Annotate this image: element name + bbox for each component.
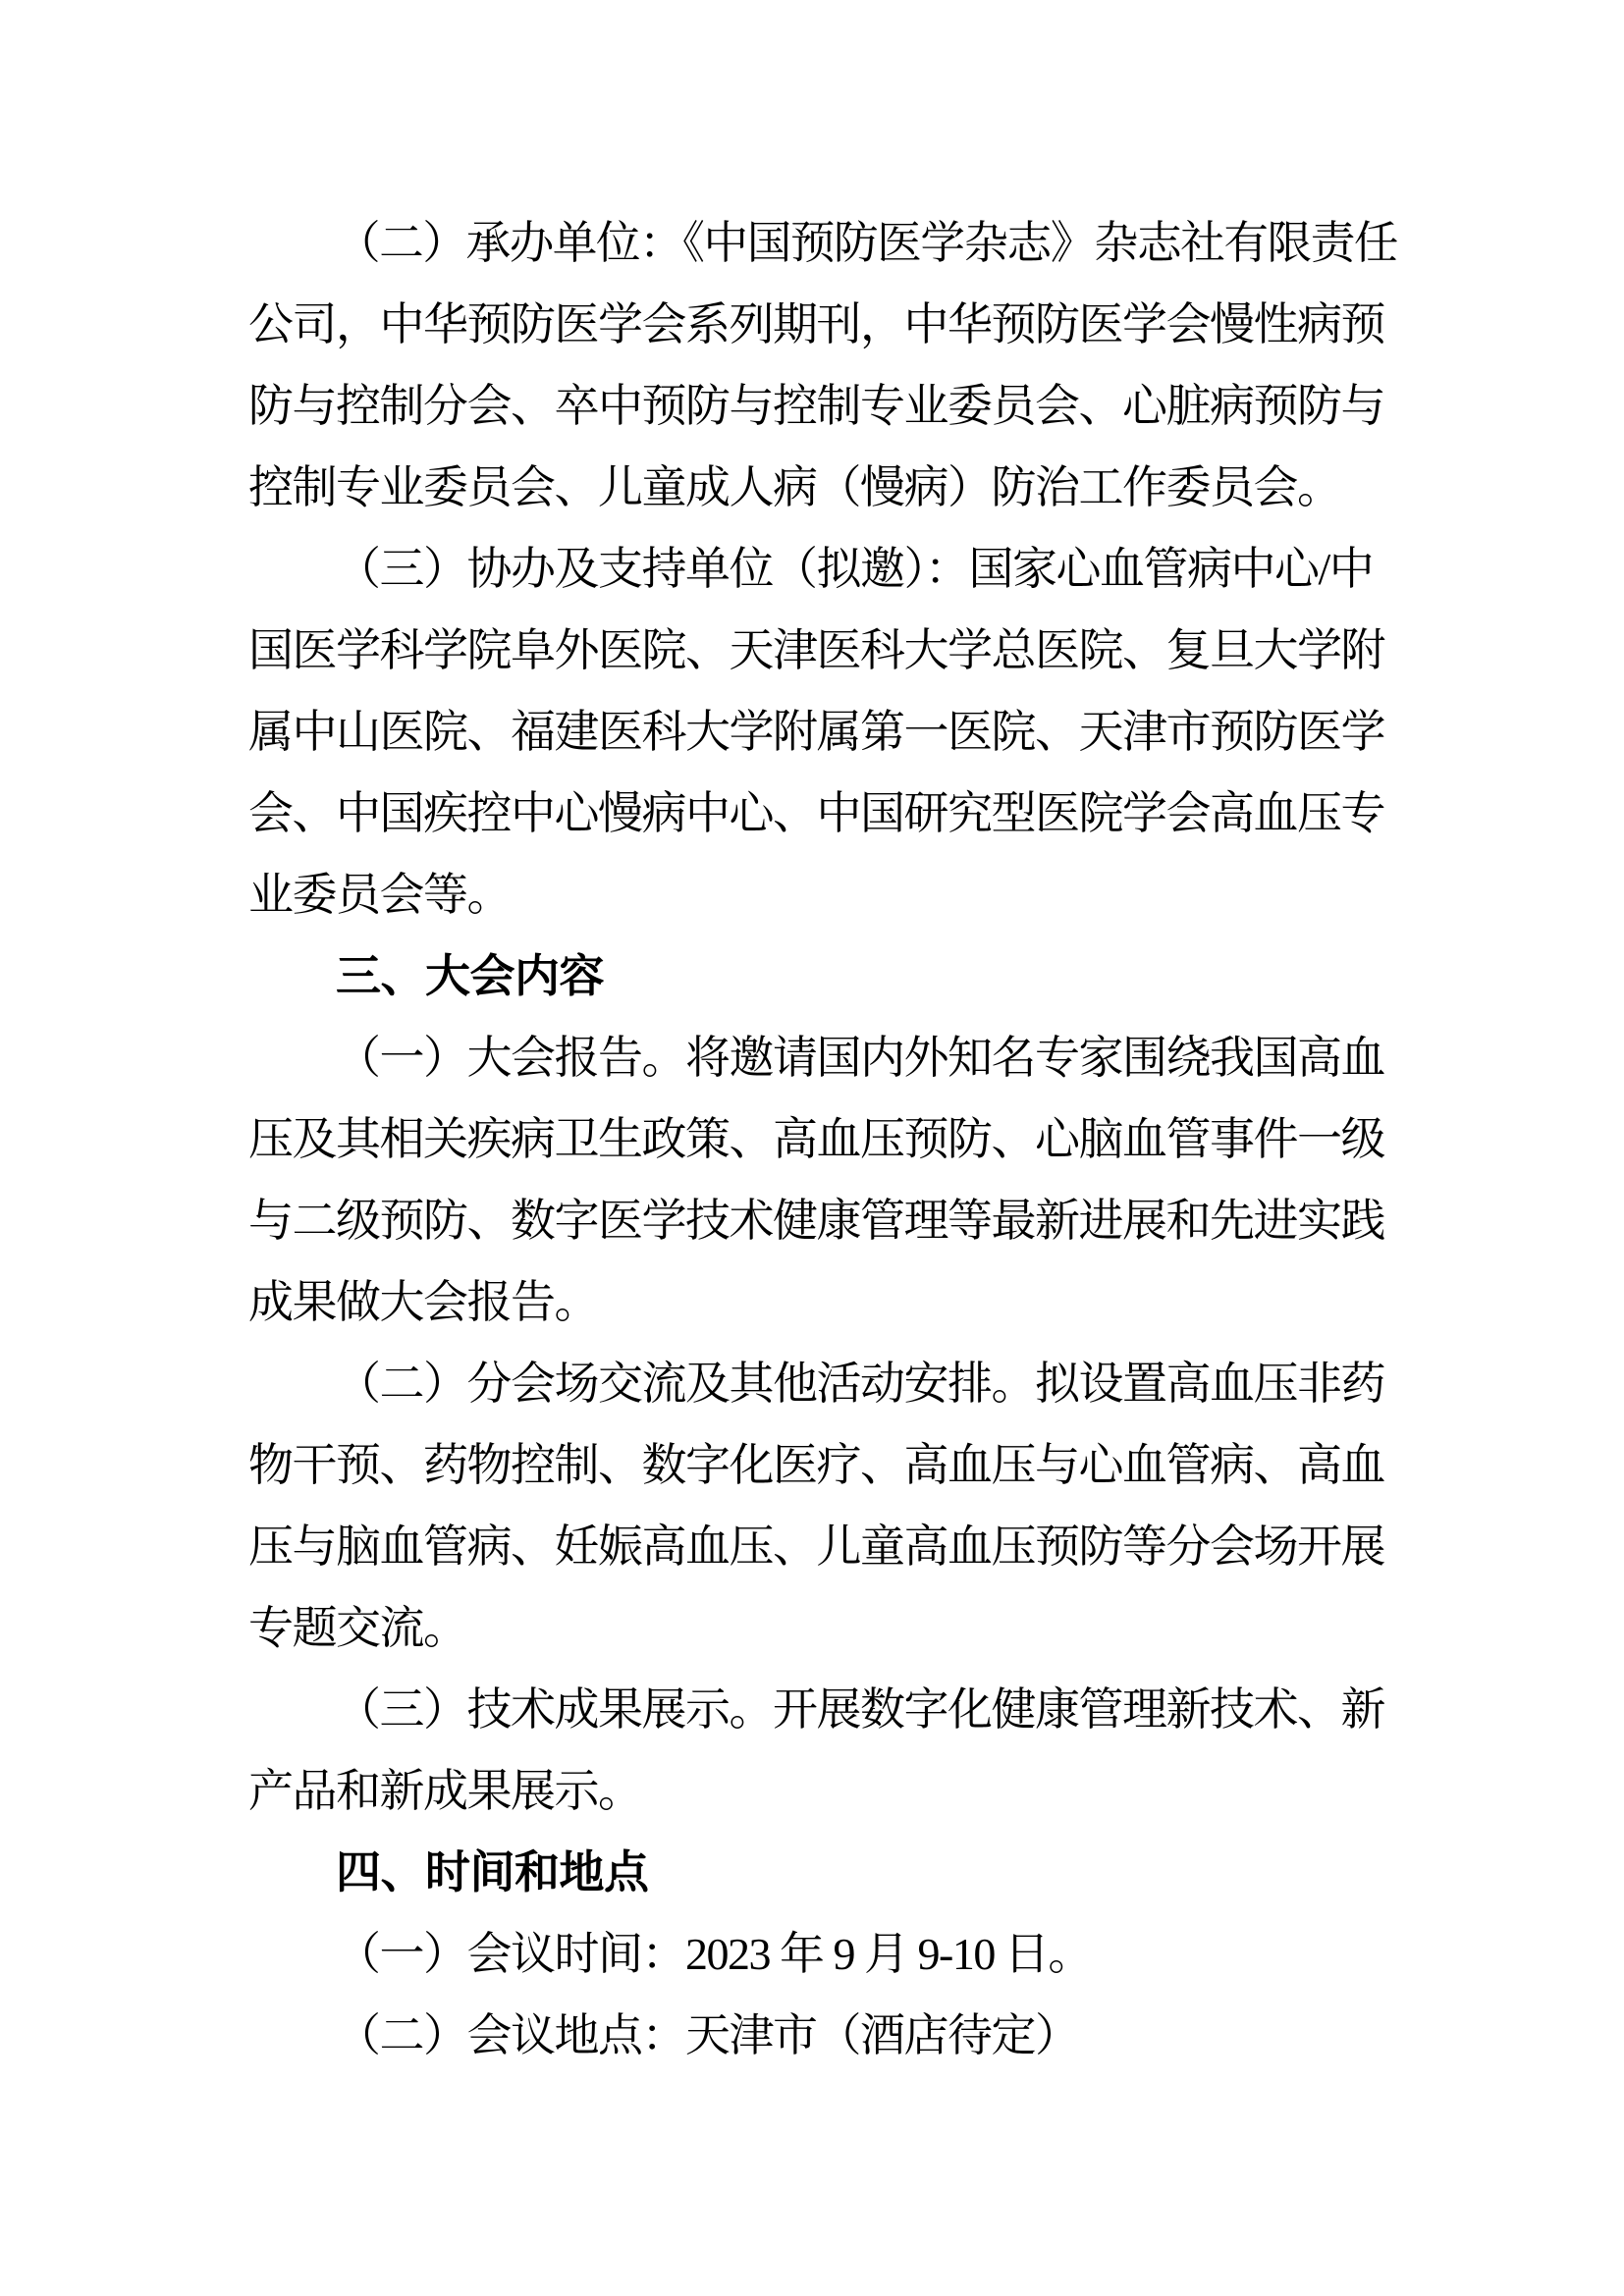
text-line-content: （二）会议地点：天津市（酒店待定）	[336, 2010, 1079, 2060]
text-line-content: （一）会议时间：2023 年 9 月 9-10 日。	[336, 1929, 1092, 1979]
text-line	[248, 773, 1397, 854]
text-line	[248, 1750, 1397, 1832]
text-line-content: （二）分会场交流及其他活动安排。拟设置高血压非药	[336, 1359, 1384, 1409]
text-line	[248, 1261, 1397, 1343]
text-line	[248, 691, 1397, 773]
text-line-content: 物干预、药物控制、数字化医疗、高血压与心血管病、高血	[248, 1440, 1384, 1490]
text-line	[248, 1669, 1397, 1750]
text-line-content: 国医学科学院阜外医院、天津医科大学总医院、复旦大学附	[248, 625, 1384, 675]
text-line	[248, 1913, 1397, 1995]
document-body	[248, 202, 1397, 2076]
text-line	[248, 1424, 1397, 1506]
text-line-content: （一）大会报告。将邀请国内外知名专家围绕我国高血	[336, 1033, 1384, 1083]
text-line-content: 成果做大会报告。	[248, 1277, 598, 1327]
text-line	[248, 1343, 1397, 1424]
text-line-content: 产品和新成果展示。	[248, 1766, 642, 1816]
text-line	[248, 447, 1397, 528]
text-line	[248, 1995, 1397, 2076]
text-line	[248, 854, 1397, 935]
text-line	[248, 1017, 1397, 1098]
text-line	[248, 1098, 1397, 1180]
text-line-content: 属中山医院、福建医科大学附属第一医院、天津市预防医学	[248, 707, 1384, 757]
text-line-content: （二）承办单位：《中国预防医学杂志》杂志社有限责任	[336, 218, 1398, 268]
text-line-content: 与二级预防、数字医学技术健康管理等最新进展和先进实践	[248, 1196, 1384, 1246]
text-line-content: （三）技术成果展示。开展数字化健康管理新技术、新	[336, 1684, 1384, 1735]
text-line	[248, 1180, 1397, 1261]
text-line-content: 会、中国疾控中心慢病中心、中国研究型医院学会高血压专	[248, 788, 1384, 838]
text-line-content: 压与脑血管病、妊娠高血压、儿童高血压预防等分会场开展	[248, 1522, 1384, 1572]
text-line-content: 控制专业委员会、儿童成人病（慢病）防治工作委员会。	[248, 462, 1341, 512]
text-line-content: 压及其相关疾病卫生政策、高血压预防、心脑血管事件一级	[248, 1114, 1384, 1164]
text-line	[248, 610, 1397, 691]
text-line	[248, 202, 1397, 284]
text-line-content: 四、时间和地点	[336, 1846, 649, 1897]
text-line	[248, 284, 1397, 365]
section-heading	[248, 1832, 1397, 1913]
text-line	[248, 365, 1397, 447]
text-line-content: 三、大会内容	[336, 950, 604, 1001]
text-line	[248, 1506, 1397, 1587]
text-line-content: （三）协办及支持单位（拟邀）：国家心血管病中心/中	[336, 544, 1374, 594]
text-line-content: 防与控制分会、卒中预防与控制专业委员会、心脏病预防与	[248, 381, 1384, 431]
text-line-content: 业委员会等。	[248, 870, 511, 920]
text-line	[248, 1587, 1397, 1669]
text-line-content: 专题交流。	[248, 1603, 467, 1653]
section-heading	[248, 935, 1397, 1017]
text-line	[248, 528, 1397, 610]
text-line-content: 公司，中华预防医学会系列期刊，中华预防医学会慢性病预	[248, 299, 1384, 349]
